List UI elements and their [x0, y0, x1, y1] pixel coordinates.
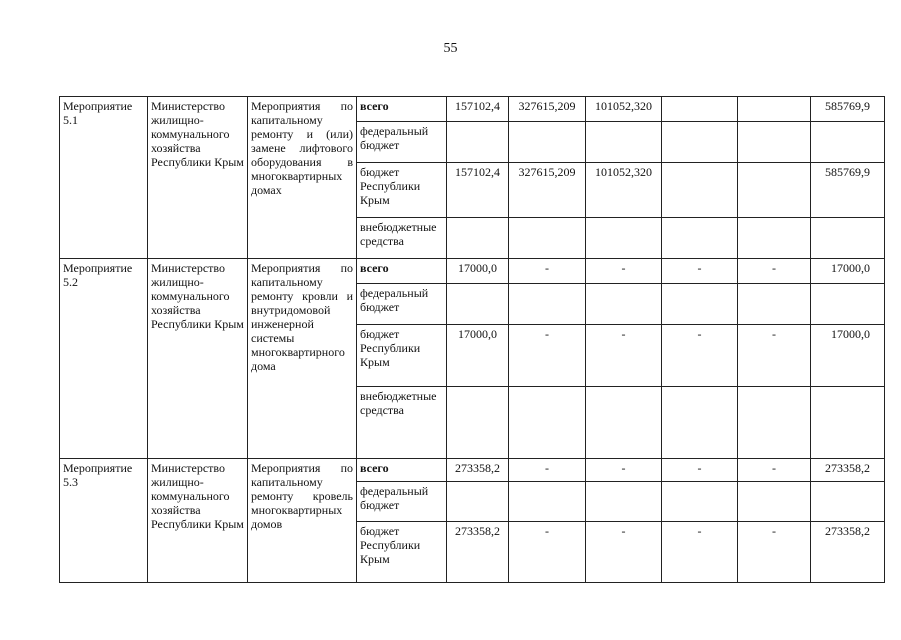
amount-cell: -: [509, 522, 586, 583]
amount-cell: [509, 387, 586, 459]
amount-total-cell: 585769,9: [811, 163, 885, 218]
funding-source-extrabudget: внебюджетные средства: [357, 387, 447, 459]
amount-total-cell: [811, 482, 885, 522]
amount-cell: [662, 163, 738, 218]
amount-cell: [738, 284, 811, 325]
amount-cell: -: [586, 325, 662, 387]
amount-cell: [447, 482, 509, 522]
amount-total-cell: 17000,0: [811, 325, 885, 387]
amount-total-cell: 273358,2: [811, 459, 885, 482]
amount-cell: -: [509, 325, 586, 387]
amount-cell: 17000,0: [447, 259, 509, 284]
executor: Министерство жилищно-коммунального хозяйства Республики Крым: [148, 259, 248, 459]
amount-cell: 101052,320: [586, 163, 662, 218]
amount-total-cell: 17000,0: [811, 259, 885, 284]
amount-cell: [509, 482, 586, 522]
amount-cell: [586, 218, 662, 259]
amount-cell: 273358,2: [447, 459, 509, 482]
amount-cell: 273358,2: [447, 522, 509, 583]
amount-cell: [447, 284, 509, 325]
amount-cell: [586, 387, 662, 459]
measure-name: Мероприятие 5.2: [60, 259, 148, 459]
amount-cell: [738, 122, 811, 163]
amount-cell: 327615,209: [509, 97, 586, 122]
funding-source-total: всего: [357, 259, 447, 284]
amount-cell: [662, 482, 738, 522]
funding-source-republic: бюджет Республики Крым: [357, 163, 447, 218]
funding-source-federal: федеральный бюджет: [357, 284, 447, 325]
amount-cell: -: [662, 325, 738, 387]
amount-cell: -: [586, 259, 662, 284]
amount-cell: [447, 122, 509, 163]
funding-source-federal: федеральный бюджет: [357, 482, 447, 522]
amount-cell: [447, 387, 509, 459]
amount-cell: [662, 97, 738, 122]
amount-cell: -: [586, 459, 662, 482]
measure-description: Мероприятия по капитальному ремонту кровель многоквартирных домов: [248, 459, 357, 583]
amount-cell: 157102,4: [447, 163, 509, 218]
amount-total-cell: 585769,9: [811, 97, 885, 122]
measure-name: Мероприятие 5.1: [60, 97, 148, 259]
amount-cell: -: [586, 522, 662, 583]
funding-source-total: всего: [357, 459, 447, 482]
amount-cell: [447, 218, 509, 259]
amount-cell: [586, 482, 662, 522]
amount-cell: [738, 163, 811, 218]
amount-cell: [662, 122, 738, 163]
amount-cell: -: [662, 459, 738, 482]
amount-cell: 327615,209: [509, 163, 586, 218]
amount-total-cell: [811, 284, 885, 325]
amount-cell: -: [662, 522, 738, 583]
amount-cell: -: [738, 522, 811, 583]
amount-cell: [586, 122, 662, 163]
amount-cell: 157102,4: [447, 97, 509, 122]
amount-total-cell: [811, 387, 885, 459]
measure-description: Мероприятия по капитальному ремонту кровли и внутридомовой инженерной системы многоквартирного дома: [248, 259, 357, 459]
amount-cell: 101052,320: [586, 97, 662, 122]
measure-description: Мероприятия по капитальному ремонту и (или) замене лифтового оборудования в многоквартирных домах: [248, 97, 357, 259]
program-measures-table: [59, 96, 885, 583]
funding-source-republic: бюджет Республики Крым: [357, 325, 447, 387]
amount-cell: -: [662, 259, 738, 284]
amount-cell: -: [738, 325, 811, 387]
amount-total-cell: [811, 122, 885, 163]
amount-cell: [662, 387, 738, 459]
table-row: [60, 459, 885, 482]
amount-cell: [738, 387, 811, 459]
funding-source-extrabudget: внебюджетные средства: [357, 218, 447, 259]
table-row: [60, 97, 885, 122]
amount-cell: [509, 218, 586, 259]
amount-cell: [738, 97, 811, 122]
funding-source-federal: федеральный бюджет: [357, 122, 447, 163]
amount-cell: -: [509, 459, 586, 482]
amount-cell: [662, 218, 738, 259]
measure-name: Мероприятие 5.3: [60, 459, 148, 583]
amount-cell: -: [738, 259, 811, 284]
executor: Министерство жилищно-коммунального хозяйства Республики Крым: [148, 97, 248, 259]
amount-cell: [509, 122, 586, 163]
amount-cell: [662, 284, 738, 325]
amount-cell: [738, 482, 811, 522]
amount-cell: [738, 218, 811, 259]
executor: Министерство жилищно-коммунального хозяйства Республики Крым: [148, 459, 248, 583]
amount-cell: 17000,0: [447, 325, 509, 387]
amount-total-cell: [811, 218, 885, 259]
funding-source-republic: бюджет Республики Крым: [357, 522, 447, 583]
amount-cell: [586, 284, 662, 325]
amount-cell: -: [509, 259, 586, 284]
amount-cell: [509, 284, 586, 325]
funding-source-total: всего: [357, 97, 447, 122]
page-number: 55: [443, 41, 458, 56]
amount-total-cell: 273358,2: [811, 522, 885, 583]
table-row: [60, 259, 885, 284]
amount-cell: -: [738, 459, 811, 482]
